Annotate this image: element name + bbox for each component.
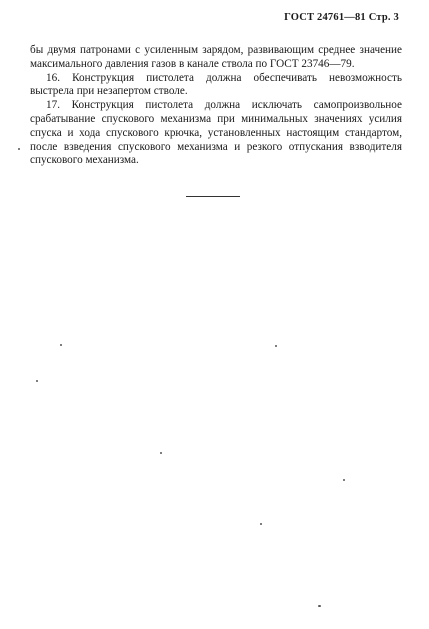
paragraph-clause-17: 17. Конструкция пистолета должна исключать самопроизвольное срабатывание спускового механизма при минимальных значениях усилия спуска и хода спускового крючка, установленных настоящим стандартом, после взведения спускового механизма и резкого отпускания взводителя спускового механизма. — [30, 99, 402, 167]
scan-speck — [318, 605, 321, 607]
scan-speck — [60, 344, 62, 346]
paragraph-clause-16: 16. Конструкция пистолета должна обеспечивать невозможность выстрела при незапертом стволе. — [30, 71, 402, 98]
page-header — [284, 12, 399, 23]
scan-speck — [36, 380, 38, 382]
standard-number: ГОСТ 24761—81 — [284, 12, 366, 23]
scan-speck — [18, 148, 20, 150]
page-number: Стр. 3 — [368, 12, 399, 23]
scan-speck — [160, 452, 162, 454]
paragraph-continuation: бы двумя патронами с усиленным зарядом, развивающим среднее значение максимального давления газов в канале ствола по ГОСТ 23746—79. — [30, 44, 402, 70]
scan-speck — [275, 345, 277, 347]
document-body — [30, 44, 402, 168]
scan-speck — [260, 523, 262, 525]
scan-speck — [343, 479, 345, 481]
end-of-text-rule — [186, 196, 240, 197]
